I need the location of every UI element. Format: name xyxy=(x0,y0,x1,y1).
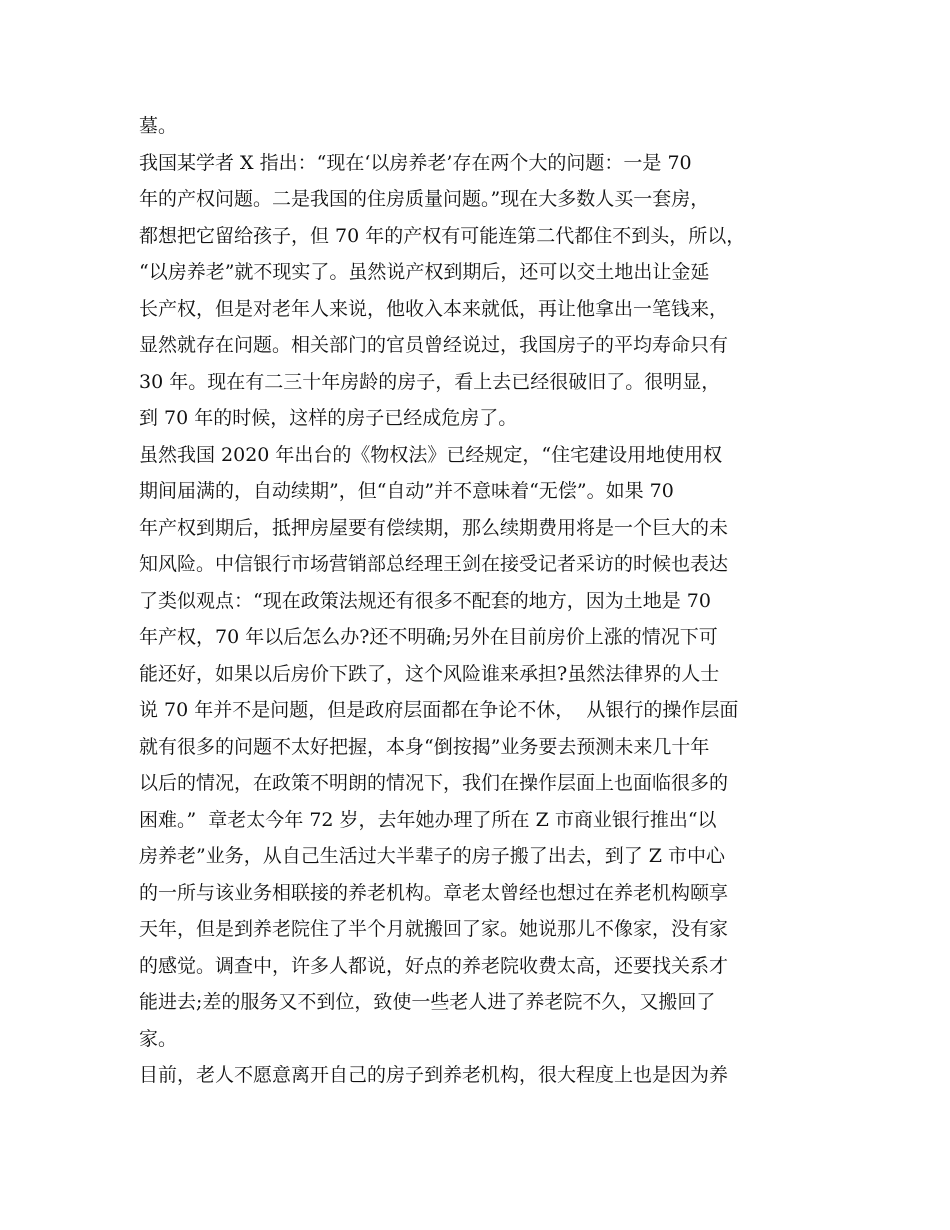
text-line: 了类似观点：“现在政策法规还有很多不配套的地方，因为土地是 70 xyxy=(139,589,711,612)
text-line: 年产权到期后，抵押房屋要有偿续期，那么续期费用将是一个巨大的未 xyxy=(139,516,729,539)
text-line: 知风险。中信银行市场营销部总经理王剑在接受记者采访的时候也表达 xyxy=(139,553,729,575)
text-line: 年产权，70 年以后怎么办?还不明确;另外在目前房价上涨的情况下可 xyxy=(139,626,718,648)
text-line: 都想把它留给孩子，但 70 年的产权有可能连第二代都住不到头，所以， xyxy=(139,224,746,247)
text-line: 说 70 年并不是问题，但是政府层面都在争论不休， 从银行的操作层面 xyxy=(139,699,739,721)
text-line: 能还好，如果以后房价下跌了，这个风险谁来承担?虽然法律界的人士 xyxy=(139,662,720,685)
text-line: 就有很多的问题不太好把握，本身“倒按揭”业务要去预测未来几十年 xyxy=(139,735,710,758)
text-line: 长产权，但是对老年人来说，他收入本来就低，再让他拿出一笔钱来， xyxy=(139,297,729,320)
text-line: 天年，但是到养老院住了半个月就搬回了家。她说那儿不像家，没有家 xyxy=(139,918,729,940)
text-line: 的感觉。调查中，许多人都说，好点的养老院收费太高，还要找关系才 xyxy=(139,954,729,977)
text-line: 以后的情况，在政策不明朗的情况下，我们在操作层面上也面临很多的 xyxy=(139,772,729,794)
text-line: 虽然我国 2020 年出台的《物权法》已经规定，“住宅建设用地使用权 xyxy=(139,443,723,466)
text-line: 目前，老人不愿意离开自己的房子到养老机构，很大程度上也是因为养 xyxy=(139,1064,729,1086)
text-line: 我国某学者 X 指出：“现在‘以房养老’存在两个大的问题：一是 70 xyxy=(139,151,692,174)
text-line: 到 70 年的时候，这样的房子已经成危房了。 xyxy=(139,407,518,429)
text-line: “以房养老”就不现实了。虽然说产权到期后，还可以交土地出让金延 xyxy=(139,261,710,283)
text-line: 的一所与该业务相联接的养老机构。章老太曾经也想过在养老机构颐享 xyxy=(139,881,729,904)
text-line: 30 年。现在有二三十年房龄的房子，看上去已经很破旧了。很明显， xyxy=(139,370,721,393)
text-line: 期间届满的，自动续期”，但“自动”并不意味着“无偿”。如果 70 xyxy=(139,480,674,502)
text-line: 墓。 xyxy=(139,115,178,137)
text-line: 房养老”业务，从自己生活过大半辈子的房子搬了出去，到了 Z 市中心 xyxy=(139,845,725,867)
text-line: 家。 xyxy=(139,1027,178,1050)
text-line: 显然就存在问题。相关部门的官员曾经说过，我国房子的平均寿命只有 xyxy=(139,334,729,356)
text-line: 年的产权问题。二是我国的住房质量问题。”现在大多数人买一套房， xyxy=(139,188,710,210)
document-body xyxy=(139,108,839,1094)
text-line: 能进去;差的服务又不到位，致使一些老人进了养老院不久，又搬回了 xyxy=(139,991,716,1013)
text-line: 困难。” 章老太今年 72 岁，去年她办理了所在 Z 市商业银行推出“以 xyxy=(139,808,717,831)
